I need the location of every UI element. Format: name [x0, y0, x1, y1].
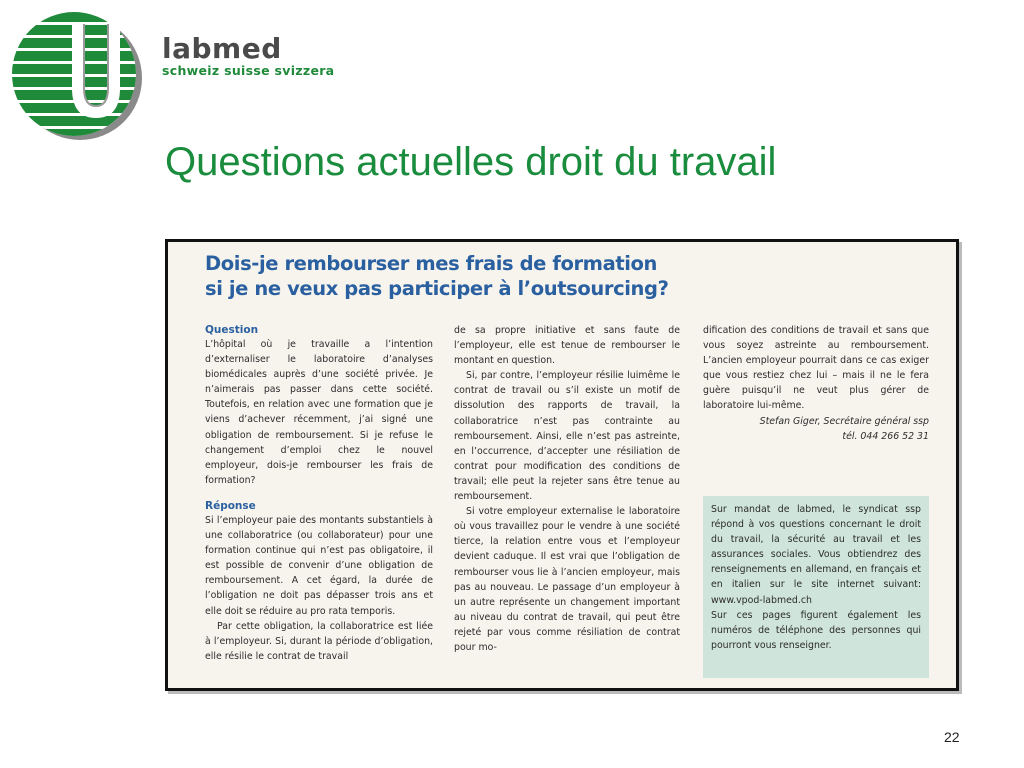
- page-number: 22: [944, 729, 960, 745]
- info-box-paragraph-1: Sur mandat de labmed, le syndicat ssp répond à vos questions concernant le droit du travail, la sécurité au travail et les assurances sociales. Vous obtiendrez des renseignements en allemand, en français et en italien sur le site internet suivant: www.vpod-labmed.ch: [711, 504, 921, 606]
- article-headline: [205, 251, 668, 301]
- article-column-3: [703, 323, 929, 444]
- answer-paragraph-1: Si l’employeur paie des montants substantiels à une collaboratrice (ou collaborateur) pour une formation continue qui n’est pas obligatoire, il est possible de convenir d’une obligation de remboursement. A cet égard, la durée de l’obligation ne doit pas dépasser trois ans et elle doit se réduire au pro rata temporis.: [205, 514, 433, 617]
- slide-title: Questions actuelles droit du travail: [165, 140, 777, 184]
- question-text: L’hôpital où je travaille a l’intention d’externaliser le laboratoire d’analyses biomédicales auprès d’une société privée. Je n’aimerais pas passer dans cette société. Toutefois, en relation avec une formation que je viens d’achever récemment, j’ai signé une obligation de remboursement. Si je refuse le changement d’emploi chez le nouvel employeur, dois-je rembourser les frais de formation?: [205, 339, 433, 486]
- brand-tagline: schweiz suisse svizzera: [162, 63, 335, 78]
- column-2-paragraph-2: Si, par contre, l’employeur résilie luimême le contrat de travail ou s’il existe un motif de dissolution des rapports de travail, la collaboratrice n’est pas contrainte au remboursement. Ainsi, elle n’est pas astreinte, en l’occurrence, d’accepter une résiliation de contrat pour modification des conditions de travail; elle peut la rejeter sans être tenue au remboursement.: [454, 370, 680, 503]
- article-scan: [165, 239, 959, 691]
- question-heading: Question: [205, 324, 259, 336]
- article-headline-line-2: si je ne veux pas participer à l’outsourcing?: [205, 277, 669, 300]
- author-phone: tél. 044 266 52 31: [842, 430, 929, 442]
- article-headline-line-1: Dois-je rembourser mes frais de formation: [205, 252, 658, 275]
- column-2-paragraph-1: de sa propre initiative et sans faute de l’employeur, elle est tenue de rembourser le montant en question.: [454, 325, 680, 367]
- author-signature: Stefan Giger, Secrétaire général ssp: [759, 415, 929, 427]
- info-box-paragraph-2: Sur ces pages figurent également les numéros de téléphone des personnes qui pourront vous renseigner.: [711, 609, 921, 651]
- answer-paragraph-2: Par cette obligation, la collaboratrice est liée à l’employeur. Si, durant la période d’obligation, elle résilie le contrat de travail: [205, 620, 433, 662]
- column-2-paragraph-3: Si votre employeur externalise le laboratoire où vous travaillez pour le vendre à une société tierce, la relation entre vous et l’employeur devient caduque. Il est vrai que l’obligation de rembourser vous lie à l’ancien employeur, mais pas au nouveau. Le passage d’un employeur à un autre représente un changement important au niveau du contrat de travail, qui peut être rejeté par vous comme résiliation de contrat pour mo-: [454, 506, 680, 653]
- brand-name: labmed: [162, 32, 282, 65]
- column-3-paragraph-1: dification des conditions de travail et sans que vous soyez astreinte au remboursement. L’ancien employeur pourrait dans ce cas exiger que vous restiez chez lui – mais il ne le fera guère puisqu’il ne veut plus gérer de laboratoire lui-même.: [703, 325, 929, 412]
- article-column-1: [205, 323, 433, 664]
- labmed-logo-icon: [10, 10, 146, 142]
- answer-heading: Réponse: [205, 499, 256, 512]
- article-column-2: [454, 323, 680, 655]
- info-box: [703, 496, 929, 678]
